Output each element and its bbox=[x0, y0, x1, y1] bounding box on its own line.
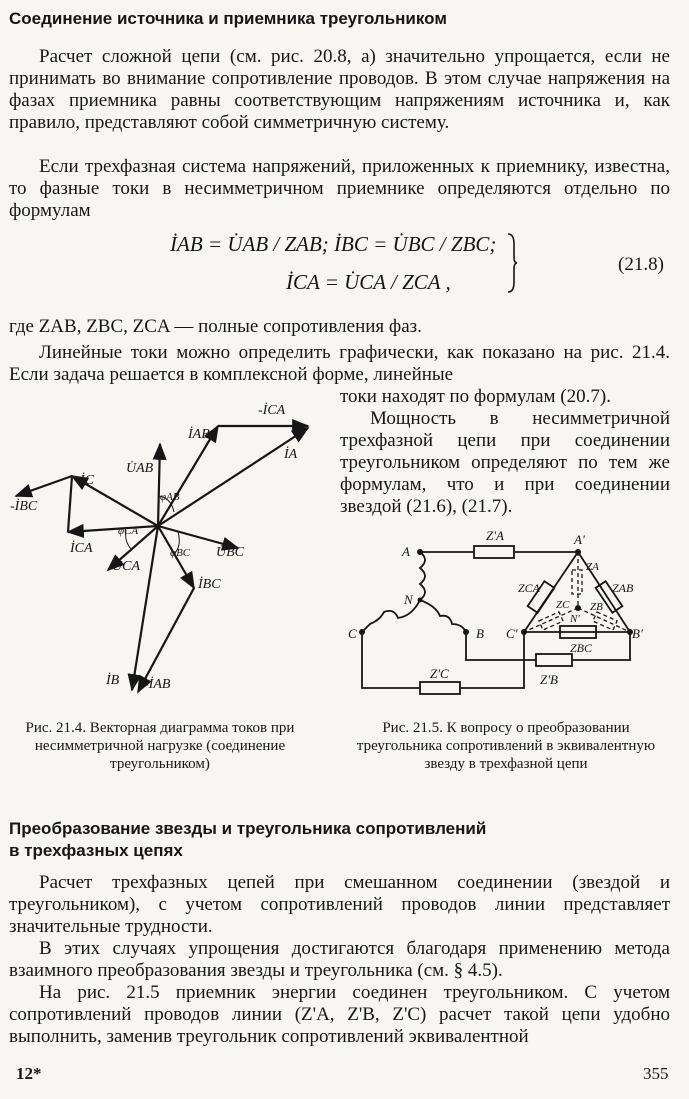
label-node-a: A bbox=[402, 544, 410, 559]
formula-brace bbox=[506, 232, 518, 294]
paragraph-where: где ZAB, ZBC, ZCA — полные сопротивления фаз. bbox=[9, 316, 422, 337]
signature-mark: 12* bbox=[16, 1064, 42, 1083]
vector-i-a bbox=[158, 428, 308, 526]
paragraph-figure-reference: На рис. 21.5 приемник энергии соединен треугольником. С учетом сопротивлений проводов линии (Z'A, Z'B, Z'C) расчет такой цепи удобно выполнить, заменив треугольник сопротивлений эквивалентной bbox=[9, 982, 670, 1047]
label-z-b-prime: Z'B bbox=[540, 672, 558, 687]
label-node-n-prime: N' bbox=[570, 613, 580, 625]
coil-b bbox=[420, 600, 466, 632]
label-z-c-prime: Z'C bbox=[430, 666, 449, 681]
resistor-z-a-dashed bbox=[572, 570, 582, 594]
formula-line-1: İAB = U̇AB / ZAB; İBC = U̇BC / ZBC; bbox=[170, 232, 497, 256]
equation-number: (21.8) bbox=[618, 254, 664, 275]
label-i-bc: İBC bbox=[198, 577, 221, 592]
paragraph-line-currents: Линейные токи можно определить графически, как показано на рис. 21.4. Если задача решается в комплексной форме, линейные bbox=[9, 342, 670, 385]
vector-minus-i-bc bbox=[16, 476, 72, 496]
label-i-ca: İCA bbox=[70, 541, 93, 556]
paragraph-transformation-method: В этих случаях упрощения достигаются благодаря применению метода взаимного преобразования звезды и треугольника (см. § 4.5). bbox=[9, 938, 670, 981]
page-number: 355 bbox=[643, 1064, 669, 1083]
paragraph-phase-currents: Если трехфазная система напряжений, приложенных к приемнику, известна, то фазные токи в несимметричном приемнике определяются отдельно по формулам bbox=[9, 156, 670, 221]
label-minus-i-bc: -İBC bbox=[10, 499, 38, 514]
caption-figure-21-4: Рис. 21.4. Векторная диаграмма токов при несимметричной нагрузке (соединение треугольником) bbox=[25, 720, 295, 772]
section-heading-star-delta-line2: в трехфазных цепях bbox=[9, 841, 183, 860]
vector-i-ca bbox=[68, 526, 158, 532]
label-minus-i-ca: -İCA bbox=[258, 403, 286, 418]
coil-a bbox=[420, 552, 425, 600]
label-z-b: ZB bbox=[590, 601, 603, 613]
formula-line-2: İCA = U̇CA / ZCA , bbox=[286, 270, 451, 294]
label-u-ca: U̇CA bbox=[112, 559, 140, 574]
paragraph-mixed-connection: Расчет трехфазных цепей при смешанном соединении (звездой и треугольником), с учетом сопротивлений проводов линии представляет значительные трудности. bbox=[9, 872, 670, 937]
label-node-b: B bbox=[476, 626, 484, 641]
section-heading-delta-connection: Соединение источника и приемника треугольником bbox=[9, 9, 447, 28]
paragraph-line-currents-tail: токи находят по формулам (20.7). bbox=[340, 386, 611, 407]
label-minus-i-ab: -İAB bbox=[144, 677, 171, 692]
label-i-b: İB bbox=[106, 673, 120, 688]
vector-i-c-return bbox=[68, 476, 72, 532]
paragraph-intro: Расчет сложной цепи (см. рис. 20.8, а) значительно упрощается, если не принимать во внимание сопротивление проводов. В этом случае напряжения на фазах приемника равны соответствующим напряжениям источника и, как правило, представляют собой симметричную систему. bbox=[9, 46, 670, 133]
label-z-ca: ZCA bbox=[518, 581, 541, 595]
label-u-bc: U̇BC bbox=[216, 545, 244, 560]
label-z-c: ZC bbox=[556, 599, 570, 611]
caption-figure-21-5: Рис. 21.5. К вопросу о преобразовании треугольника сопротивлений в эквивалентную звезду в трехфазной цепи bbox=[356, 720, 656, 772]
section-heading-star-delta-line1: Преобразование звезды и треугольника сопротивлений bbox=[9, 819, 487, 838]
resistor-z-a-prime bbox=[474, 546, 514, 558]
figure-vector-diagram bbox=[8, 392, 328, 708]
label-i-c: İC bbox=[80, 473, 94, 488]
label-z-ab: ZAB bbox=[612, 581, 634, 595]
label-phi-ab: φAB bbox=[160, 491, 180, 503]
formula-21-8 bbox=[170, 228, 530, 304]
resistor-z-b-prime bbox=[536, 654, 572, 666]
label-node-a-prime: A' bbox=[574, 532, 585, 547]
label-i-a: İA bbox=[284, 447, 298, 462]
figure-circuit-diagram bbox=[340, 520, 643, 700]
paragraph-power: Мощность в несимметричной трехфазной цепи при соединении треугольником определяют по тем же формулам, что и при соединении звездой (21.6), (21.7). bbox=[340, 408, 670, 517]
label-phi-ca: φCA bbox=[118, 525, 139, 537]
label-node-n: N bbox=[404, 592, 413, 607]
label-node-b-prime: B' bbox=[632, 626, 643, 641]
label-z-bc: ZBC bbox=[570, 641, 593, 655]
label-phi-bc: φBC bbox=[170, 547, 191, 559]
wire-c bbox=[362, 632, 420, 688]
resistor-z-c-prime bbox=[420, 682, 460, 694]
wire-c-out bbox=[460, 634, 524, 688]
vector-i-b bbox=[132, 526, 158, 690]
label-z-a: ZA bbox=[586, 561, 599, 573]
label-node-c: C bbox=[348, 626, 357, 641]
vector-u-ab bbox=[158, 444, 160, 526]
label-u-ab: U̇AB bbox=[126, 461, 154, 476]
label-i-ab: İAB bbox=[188, 427, 210, 442]
label-node-c-prime: C' bbox=[506, 626, 518, 641]
label-z-a-prime: Z'A bbox=[486, 528, 504, 543]
